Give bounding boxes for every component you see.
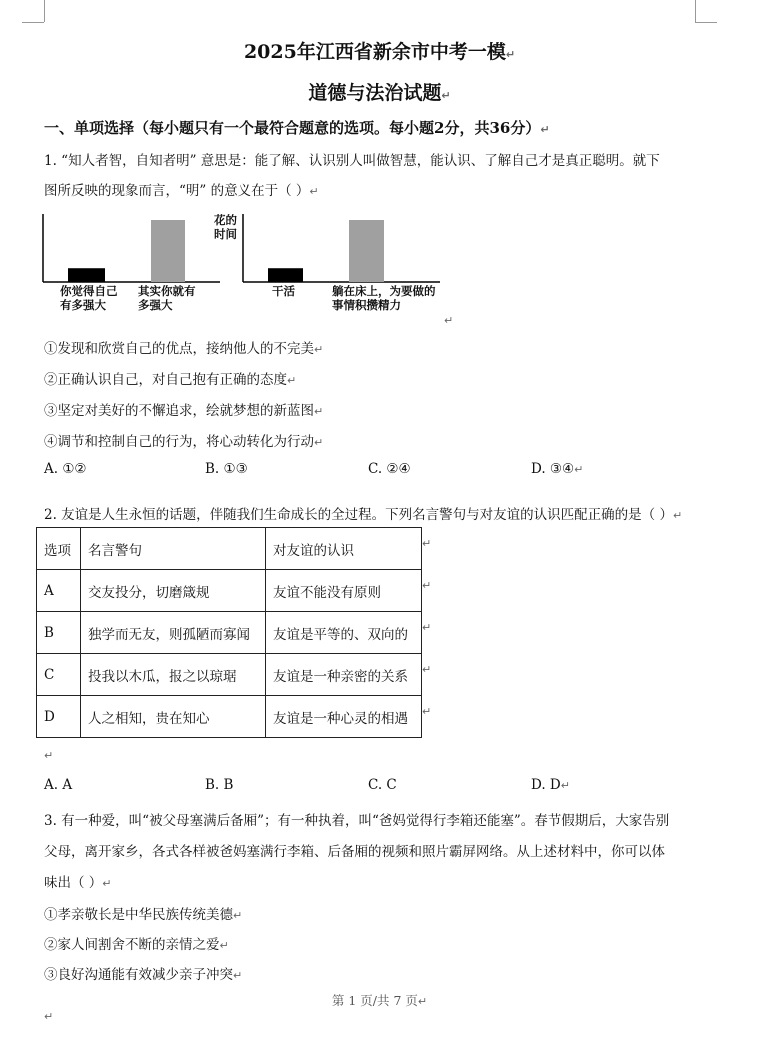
table-row <box>37 696 422 738</box>
q1-item-2: ②正确认识自己，对自己抱有正确的态度↵ <box>44 372 297 388</box>
left-bar-1 <box>68 268 105 282</box>
table-cell: 友谊是平等的、双向的 <box>266 612 422 654</box>
table-cell: 投我以木瓜，报之以琼琚 <box>81 654 266 696</box>
q3-stem-line2: 父母，离开家乡，各式各样被爸妈塞满行李箱、后备厢的视频和照片霸屏网络。从上述材料中，你可以体 <box>44 844 665 860</box>
q3-stem-line1: 3. 有一种爱，叫“被父母塞满后备厢”；有一种执着，叫“爸妈觉得行李箱还能塞”。春节假期后，大家告别 <box>44 813 670 829</box>
crop-mark-top-right-v <box>695 0 696 22</box>
table-cell: A <box>37 570 81 612</box>
left-category-2: 其实你就有多强大 <box>138 284 196 312</box>
q3-item-2: ②家人间割舍不断的亲情之爱↵ <box>44 937 229 953</box>
table-cell: 友谊是一种心灵的相遇 <box>266 696 422 738</box>
q2-table <box>36 527 422 738</box>
q2-option-c[interactable]: C. C <box>368 777 397 793</box>
table-cell: B <box>37 612 81 654</box>
q2-option-b[interactable]: B. B <box>205 777 234 793</box>
q1-option-c[interactable]: C. ②④ <box>368 461 411 477</box>
table-row-mark: ↵ <box>422 537 432 550</box>
table-cell: 交友投分，切磨箴规 <box>81 570 266 612</box>
table-cell: 人之相知，贵在知心 <box>81 696 266 738</box>
table-cell: 独学而无友，则孤陋而寡闻 <box>81 612 266 654</box>
left-bar-2 <box>151 220 185 282</box>
crop-mark-top-right-h <box>695 22 717 23</box>
table-row-mark: ↵ <box>422 663 432 676</box>
crop-mark-top-left-v <box>44 0 45 22</box>
q1-option-a[interactable]: A. ①② <box>44 461 87 477</box>
table-cell: D <box>37 696 81 738</box>
table-header-cell: 选项 <box>37 528 81 570</box>
q1-chart-right <box>240 214 440 286</box>
table-row <box>37 570 422 612</box>
right-bar-1 <box>268 268 303 282</box>
right-category-1: 干活 <box>272 284 295 298</box>
table-row-mark: ↵ <box>422 705 432 718</box>
chart-para-mark: ↵ <box>444 314 454 327</box>
after-table-mark: ↵ <box>44 749 54 762</box>
q1-option-b[interactable]: B. ①③ <box>205 461 248 477</box>
table-cell: 友谊是一种亲密的关系 <box>266 654 422 696</box>
end-para-mark: ↵ <box>44 1010 54 1023</box>
q1-item-4: ④调节和控制自己的行为，将心动转化为行动↵ <box>44 434 324 450</box>
table-header-cell: 对友谊的认识 <box>266 528 422 570</box>
table-row <box>37 612 422 654</box>
page-footer: 第 1 页/共 7 页↵ <box>331 993 428 1008</box>
q2-option-a[interactable]: A. A <box>44 777 73 793</box>
table-row <box>37 654 422 696</box>
q1-item-3: ③坚定对美好的不懈追求，绘就梦想的新蓝图↵ <box>44 403 324 419</box>
q3-item-3: ③良好沟通能有效减少亲子冲突↵ <box>44 967 243 983</box>
table-row-mark: ↵ <box>422 621 432 634</box>
q1-option-d[interactable]: D. ③④↵ <box>531 461 584 477</box>
q2-option-d[interactable]: D. D↵ <box>531 777 570 793</box>
q1-item-1: ①发现和欣赏自己的优点，接纳他人的不完美↵ <box>44 341 324 357</box>
q3-stem-line3: 味出（ ）↵ <box>44 875 112 891</box>
right-bar-2 <box>349 220 384 282</box>
exam-subtitle: 道德与法治试题↵ <box>308 82 451 104</box>
table-row-mark: ↵ <box>422 579 432 592</box>
table-header-cell: 名言警句 <box>81 528 266 570</box>
left-category-1: 你觉得自己有多强大 <box>60 284 118 312</box>
right-y-label: 花的时间 <box>214 213 237 241</box>
exam-title: 2025年江西省新余市中考一模↵ <box>243 41 516 63</box>
table-cell: C <box>37 654 81 696</box>
table-header-row <box>37 528 422 570</box>
q2-stem: 2. 友谊是人生永恒的话题，伴随我们生命成长的全过程。下列名言警句与对友谊的认识匹配正确的是（ ）↵ <box>44 507 683 523</box>
q3-item-1: ①孝亲敬长是中华民族传统美德↵ <box>44 907 243 923</box>
right-category-2: 躺在床上，为要做的事情积攒精力 <box>332 284 436 312</box>
crop-mark-top-left-h <box>22 22 44 23</box>
q1-stem-line2: 图所反映的现象而言，“明” 的意义在于（ ）↵ <box>44 183 319 199</box>
q1-chart-left <box>40 214 220 286</box>
table-cell: 友谊不能没有原则 <box>266 570 422 612</box>
q1-stem-line1: 1. “知人者智，自知者明” 意思是：能了解、认识别人叫做智慧，能认识、了解自己才是真正聪明。就下 <box>44 153 660 169</box>
section-heading: 一、单项选择（每小题只有一个最符合题意的选项。每小题2分，共36分）↵ <box>44 119 550 137</box>
